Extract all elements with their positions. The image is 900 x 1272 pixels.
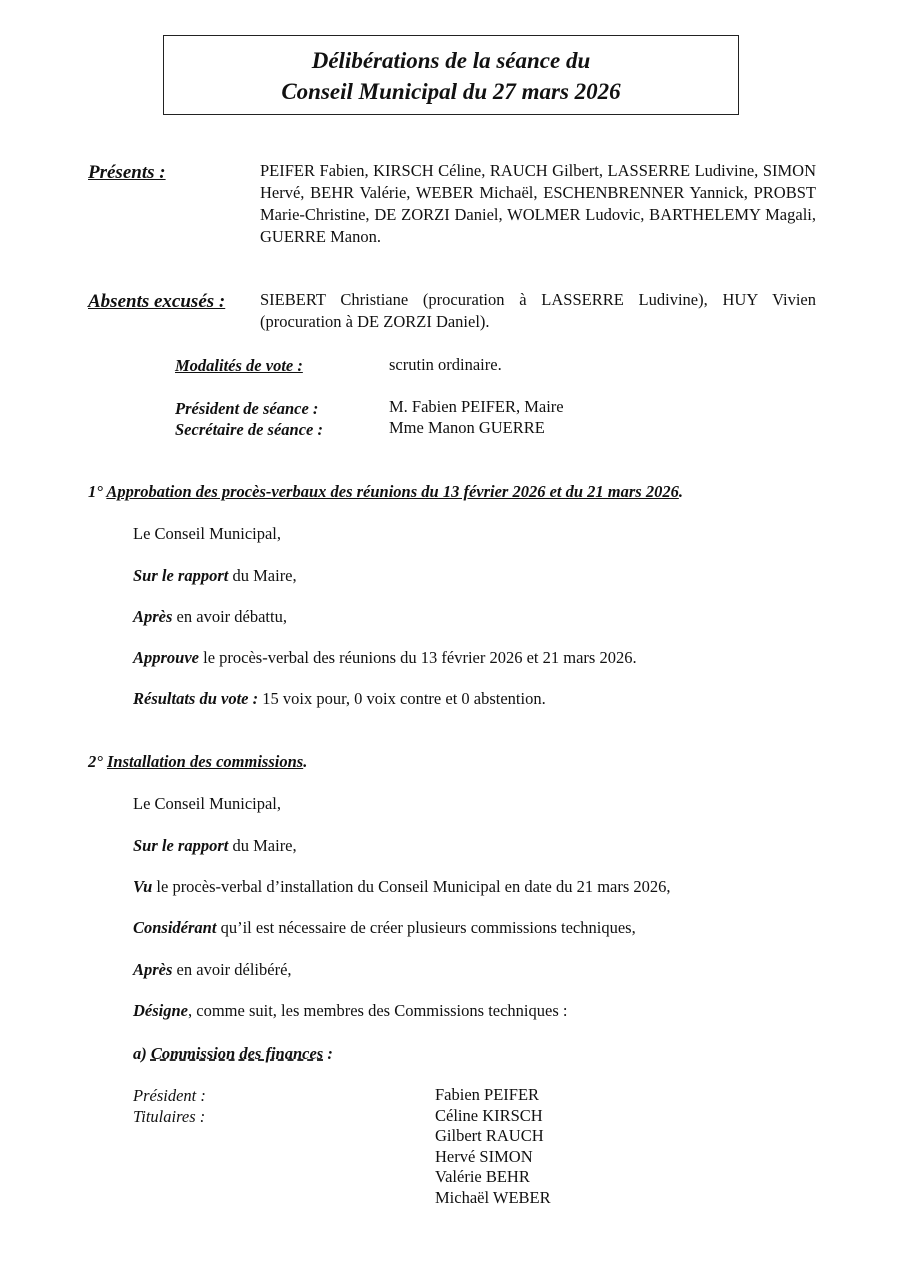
member-item: Valérie BEHR [435, 1167, 530, 1186]
absents-list: SIEBERT Christiane (procuration à LASSERRE Ludivine), HUY Vivien (procuration à DE ZORZI Daniel). [260, 290, 816, 331]
s2-paragraph-5: Après en avoir délibéré, [133, 960, 292, 979]
section-2-title: Installation des commissions [106, 752, 304, 771]
commission-prefix: a) [133, 1044, 147, 1063]
member-item: Hervé SIMON [435, 1146, 533, 1166]
presents-list: PEIFER Fabien, KIRSCH Céline, RAUCH Gilbert, LASSERRE Ludivine, SIMON Hervé, BEHR Valérie, WEBER Michaël, ESCHENBRENNER Yannick, PROBST Marie-Christine, DE ZORZI Daniel, WOLMER Ludovic, BARTHELEMY Magali, GUERRE Manon. [260, 161, 816, 246]
absents-label: Absents excusés : [88, 291, 226, 312]
s1-paragraph-4: Approuve le procès-verbal des réunions du 13 février 2026 et 21 mars 2026. [133, 648, 637, 667]
document-title [163, 35, 739, 115]
title-line-2: Conseil Municipal du 27 mars 2026 [281, 79, 621, 104]
s2-paragraph-1: Le Conseil Municipal, [133, 794, 282, 813]
s1-paragraph-3: Après en avoir débattu, [133, 607, 287, 626]
section-1-number: 1° [88, 482, 103, 501]
commission-name: Commission des finances [150, 1044, 324, 1063]
section-1-title: Approbation des procès-verbaux des réunions du 13 février 2026 et du 21 mars 2026 [106, 482, 679, 501]
member-item: Michaël WEBER [435, 1187, 551, 1207]
member-item: Céline KIRSCH [435, 1105, 543, 1125]
member-item: Fabien PEIFER [435, 1085, 540, 1104]
secretaire-value: Mme Manon GUERRE [389, 418, 545, 437]
s2-paragraph-2: Sur le rapport du Maire, [133, 836, 297, 855]
s2-paragraph-4: Considérant qu’il est nécessaire de créer plusieurs commissions techniques, [133, 918, 636, 937]
s1-vote-results: Résultats du vote : 15 voix pour, 0 voix contre et 0 abstention. [133, 689, 546, 708]
president-label: Président de séance : [175, 399, 319, 418]
secretaire-label: Secrétaire de séance : [175, 420, 323, 439]
section-2-heading [88, 752, 307, 772]
member-item: Gilbert RAUCH [435, 1126, 544, 1145]
modalites-value: scrutin ordinaire. [389, 355, 502, 374]
commission-finances-heading [133, 1044, 333, 1064]
commission-members-list [435, 1085, 551, 1208]
commission-suffix: : [323, 1044, 333, 1063]
s1-paragraph-1: Le Conseil Municipal, [133, 524, 282, 543]
commission-titulaires-label: Titulaires : [133, 1107, 206, 1126]
section-2-number: 2° [88, 752, 103, 771]
s1-paragraph-2: Sur le rapport du Maire, [133, 566, 297, 585]
s2-paragraph-3: Vu le procès-verbal d’installation du Conseil Municipal en date du 21 mars 2026, [133, 877, 671, 896]
modalites-label: Modalités de vote : [175, 356, 303, 375]
commission-president-label: Président : [133, 1086, 206, 1105]
section-2-period: . [303, 752, 308, 771]
title-line-1: Délibérations de la séance du [311, 48, 591, 73]
president-value: M. Fabien PEIFER, Maire [389, 397, 564, 416]
section-1-heading [88, 482, 683, 502]
s2-paragraph-6: Désigne, comme suit, les membres des Commissions techniques : [133, 1001, 568, 1020]
presents-label: Présents : [88, 162, 166, 183]
section-1-period: . [678, 482, 683, 501]
